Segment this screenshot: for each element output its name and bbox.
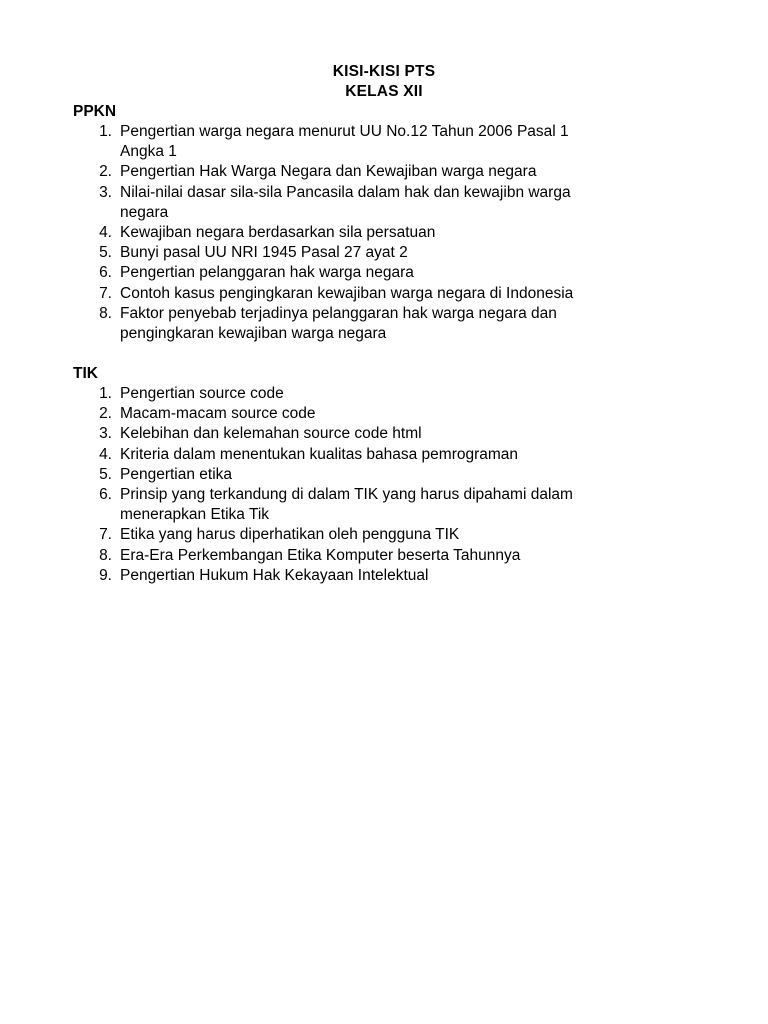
item-number: 6. <box>99 486 112 504</box>
list-item <box>0 122 660 162</box>
item-text: Pengertian source code <box>120 385 284 402</box>
item-number: 7. <box>99 284 112 302</box>
item-text: Era-Era Perkembangan Etika Komputer beserta Tahunnya <box>120 546 521 564</box>
item-text: Faktor penyebab terjadinya pelanggaran hak warga negara dan <box>120 304 557 322</box>
list-item <box>0 546 660 566</box>
item-text: Pengertian warga negara menurut UU No.12 Tahun 2006 Pasal 1 <box>120 123 569 140</box>
item-number: 1. <box>99 385 112 402</box>
list-item <box>0 525 660 545</box>
item-number: 3. <box>99 425 112 443</box>
list-item <box>0 162 660 182</box>
list-item <box>0 284 660 304</box>
item-text: Kelebihan dan kelemahan source code html <box>120 425 422 443</box>
item-text: Etika yang harus diperhatikan oleh pengguna TIK <box>120 526 460 544</box>
document-title: KISI-KISI PTS <box>332 63 436 80</box>
section-heading-tik: TIK <box>73 365 98 382</box>
document-subtitle: KELAS XII <box>345 83 423 100</box>
item-number: 2. <box>99 163 112 181</box>
list-item <box>0 404 660 424</box>
item-text: Pengertian Hukum Hak Kekayaan Intelektual <box>120 566 429 584</box>
list-item <box>0 304 660 344</box>
item-number: 3. <box>99 183 112 201</box>
list-item <box>0 384 660 404</box>
item-text: Bunyi pasal UU NRI 1945 Pasal 27 ayat 2 <box>120 244 408 262</box>
item-number: 1. <box>99 123 112 140</box>
item-number: 6. <box>99 264 112 282</box>
item-text: Pengertian pelanggaran hak warga negara <box>120 264 414 282</box>
list-item <box>0 223 660 243</box>
tik-list <box>0 384 660 586</box>
list-item <box>0 485 660 525</box>
list-item <box>0 183 660 223</box>
item-text: Pengertian Hak Warga Negara dan Kewajiban warga negara <box>120 163 537 181</box>
list-item <box>0 445 660 465</box>
item-number: 7. <box>99 526 112 544</box>
item-text: Pengertian etika <box>120 465 233 483</box>
item-number: 9. <box>99 566 112 584</box>
item-text-continued: menerapkan Etika Tik <box>120 506 270 524</box>
item-text: Kewajiban negara berdasarkan sila persatuan <box>120 224 436 242</box>
item-number: 4. <box>99 224 112 242</box>
item-text: Nilai-nilai dasar sila-sila Pancasila dalam hak dan kewajibn warga <box>120 183 571 201</box>
item-number: 8. <box>99 546 112 564</box>
item-number: 2. <box>99 405 112 423</box>
item-text: Prinsip yang terkandung di dalam TIK yang harus dipahami dalam <box>120 486 573 504</box>
item-number: 4. <box>99 445 112 463</box>
item-text: Macam-macam source code <box>120 405 316 423</box>
list-item <box>0 263 660 283</box>
item-text-continued: Angka 1 <box>120 143 177 161</box>
list-item <box>0 243 660 263</box>
item-text-continued: pengingkaran kewajiban warga negara <box>120 325 387 343</box>
section-heading-ppkn: PPKN <box>73 103 117 120</box>
list-item <box>0 465 660 485</box>
ppkn-list <box>0 122 660 344</box>
item-text: Contoh kasus pengingkaran kewajiban warga negara di Indonesia <box>120 284 574 302</box>
item-number: 5. <box>99 465 112 483</box>
item-number: 8. <box>99 304 112 322</box>
item-number: 5. <box>99 244 112 262</box>
item-text: Kriteria dalam menentukan kualitas bahasa pemrograman <box>120 445 519 463</box>
list-item <box>0 566 660 586</box>
list-item <box>0 424 660 444</box>
item-text-continued: negara <box>120 203 169 221</box>
